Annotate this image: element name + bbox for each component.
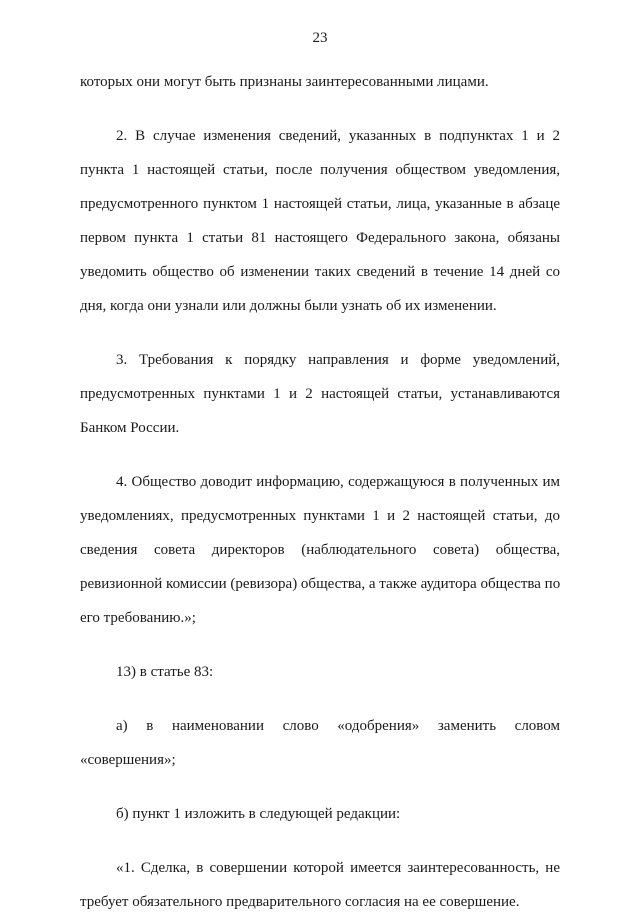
text-line: 13) в статье 83: xyxy=(116,664,214,680)
text-line: «1. Сделка, в совершении которой имеется заинтересованность, не xyxy=(116,860,560,876)
document-body xyxy=(80,65,560,919)
paragraph-item-13 xyxy=(80,655,560,689)
text-line: ревизионной комиссии (ревизора) общества, а также аудитора общества по xyxy=(80,576,561,592)
text-line: сведения совета директоров (наблюдательного совета) общества, xyxy=(80,542,560,558)
text-line: 2. В случае изменения сведений, указанных в подпунктах 1 и 2 xyxy=(116,128,560,144)
text-line: 3. Требования к порядку направления и форме уведомлений, xyxy=(116,352,560,368)
page-number: 23 xyxy=(312,30,328,46)
text-line: пункта 1 настоящей статьи, после получения обществом уведомления, xyxy=(80,162,560,178)
text-line: которых они могут быть признаны заинтересованными лицами. xyxy=(80,74,489,90)
text-line: первом пункта 1 статьи 81 настоящего Федерального закона, обязаны xyxy=(80,230,560,246)
text-line: предусмотренного пунктом 1 настоящей статьи, лица, указанные в абзаце xyxy=(80,196,560,212)
paragraph-continuation xyxy=(80,65,560,99)
text-line: требует обязательного предварительного согласия на ее совершение. xyxy=(80,894,520,910)
text-line: уведомить общество об изменении таких сведений в течение 14 дней со xyxy=(80,264,560,280)
paragraph-item-4 xyxy=(80,465,560,635)
paragraph-quoted-item-1 xyxy=(80,851,560,919)
text-line: Банком России. xyxy=(80,420,180,436)
paragraph-item-2 xyxy=(80,119,560,323)
paragraph-subitem-b xyxy=(80,797,560,831)
paragraph-item-3 xyxy=(80,343,560,445)
text-line: предусмотренных пунктами 1 и 2 настоящей статьи, устанавливаются xyxy=(80,386,560,402)
text-line: б) пункт 1 изложить в следующей редакции: xyxy=(116,806,401,822)
text-line: «совершения»; xyxy=(80,752,176,768)
text-line: его требованию.»; xyxy=(80,610,196,626)
paragraph-subitem-a xyxy=(80,709,560,777)
text-line: уведомлениях, предусмотренных пунктами 1 и 2 настоящей статьи, до xyxy=(80,508,560,524)
text-line: дня, когда они узнали или должны были узнать об их изменении. xyxy=(80,298,497,314)
text-line: а) в наименовании слово «одобрения» заменить словом xyxy=(116,718,560,734)
text-line: 4. Общество доводит информацию, содержащуюся в полученных им xyxy=(116,474,560,490)
